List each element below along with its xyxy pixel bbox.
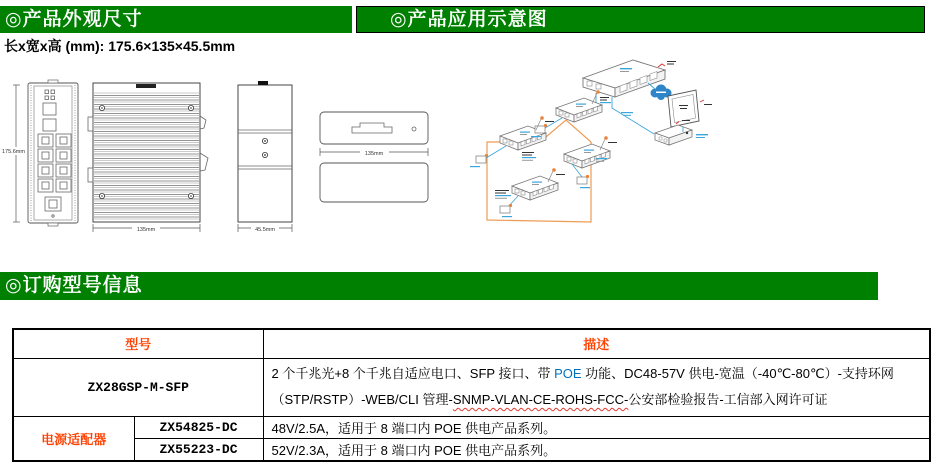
table-row <box>13 416 930 438</box>
desc-text: 功能、DC48-57V 供电-宽温（-40℃-80℃）-支持环网 <box>581 366 894 381</box>
adapter-model-cell: ZX55223-DC <box>134 438 263 461</box>
table-row <box>13 358 930 416</box>
top-view-drawing <box>320 112 428 202</box>
adapter-desc-cell: 48V/2.5A，适用于 8 端口内 POE 供电产品系列。 <box>263 416 930 438</box>
section-title-ordering: ◎订购型号信息 <box>0 272 878 300</box>
section-title-application: ◎产品应用示意图 <box>356 6 925 33</box>
switch-node <box>564 144 610 168</box>
desc-text: 公安部检验报告-工信部入网许可证 <box>628 392 828 407</box>
application-diagram <box>470 60 712 222</box>
product-drawings-and-diagram <box>0 55 942 267</box>
size-dimensions-text: 长x宽x高 (mm): 175.6×135×45.5mm <box>4 38 236 54</box>
table-row <box>13 438 930 461</box>
adapter-group-cell: 电源适配器 <box>13 416 134 461</box>
switch-node <box>556 98 602 122</box>
monitor-graphic <box>668 90 712 127</box>
depth-label: 45.5mm <box>255 227 275 233</box>
poe-highlight: POE <box>554 366 582 381</box>
table-header-row <box>13 329 930 358</box>
spellcheck-underlined-text: SNMP-VLAN-CE-ROHS-FCC- <box>452 392 629 407</box>
front-height-label: 175.6mm <box>2 149 25 155</box>
adapter-desc-cell: 52V/2.3A，适用于 8 端口内 POE 供电产品系列。 <box>263 438 930 461</box>
side-width-label: 135mm <box>136 227 156 233</box>
front-view-drawing <box>1 80 78 226</box>
desc-text: （STP/RSTP）-WEB/CLI 管理- <box>271 392 453 407</box>
order-table <box>12 328 931 462</box>
section-title-appearance: ◎产品外观尺寸 <box>0 6 352 33</box>
desc-line-1 <box>272 361 922 387</box>
main-desc-cell <box>263 358 930 416</box>
side-view-drawing <box>88 83 208 233</box>
desc-column-header: 描述 <box>263 329 930 358</box>
adapter-model-cell: ZX54825-DC <box>134 416 263 438</box>
desc-line-2 <box>272 387 922 413</box>
model-column-header: 型号 <box>13 329 263 358</box>
switch-node <box>512 176 558 200</box>
profile-view-drawing <box>238 81 292 233</box>
top-width-label: 135mm <box>364 151 384 157</box>
din-clip <box>200 116 206 129</box>
main-model-cell: ZX28GSP-M-SFP <box>13 358 263 416</box>
desc-text: 2 个千兆光+8 个千兆自适应电口、SFP 接口、带 <box>271 366 555 381</box>
